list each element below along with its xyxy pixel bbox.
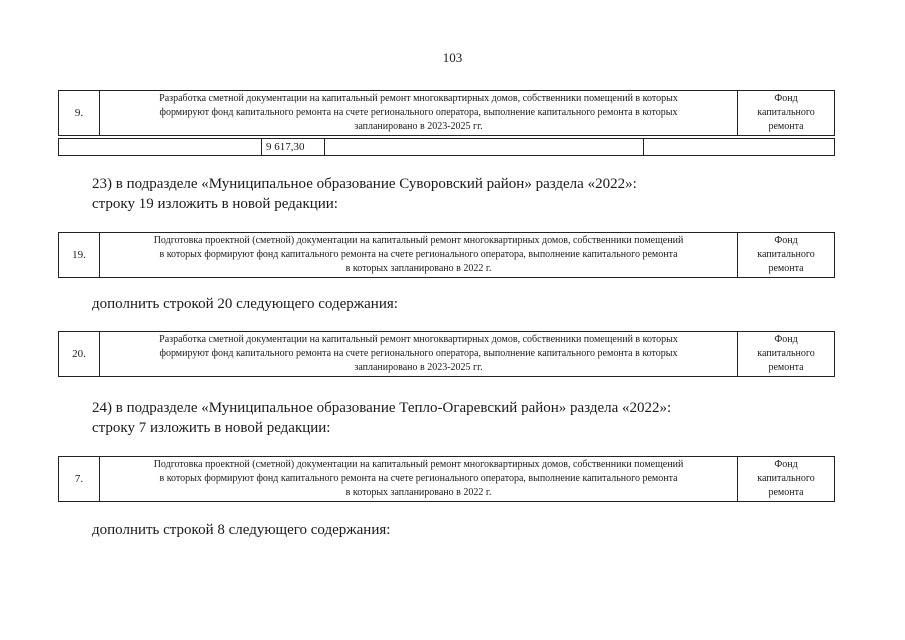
description-line: формируют фонд капитального ремонта на счете регионального оператора, выполнение капитального ремонта в которых [159,107,678,118]
row-fund [738,233,835,278]
description-line: в которых запланировано в 2022 г. [345,263,492,274]
table-row-9 [58,90,835,136]
description-line: Разработка сметной документации на капитальный ремонт многоквартирных домов, собственники помещений в которых [159,93,678,104]
description-line: в которых формируют фонд капитального ремонта на счете регионального оператора, выполнение капитального ремонта [159,473,678,484]
fund-line: Фонд [774,459,798,470]
fund-line: капитального [757,249,815,260]
fund-line: ремонта [768,263,804,274]
row-number: 20. [59,332,100,377]
paragraph-23-instruction: строку 19 изложить в новой редакции: [92,196,338,212]
fund-line: капитального [757,107,815,118]
table-row-7 [58,456,835,502]
row-description [100,332,738,377]
paragraph-23: 23) в подразделе «Муниципальное образование Суворовский район» раздела «2022»: [92,176,637,192]
row-number: 9. [59,91,100,136]
description-line: запланировано в 2023-2025 гг. [354,362,483,373]
fund-line: Фонд [774,235,798,246]
fund-line: Фонд [774,334,798,345]
paragraph-add-8: дополнить строкой 8 следующего содержания: [92,522,391,538]
row-description [100,91,738,136]
table-row-20 [58,331,835,377]
page-number: 103 [442,50,463,65]
sum-empty-cell [325,139,644,156]
fund-line: капитального [757,473,815,484]
table-row-19 [58,232,835,278]
paragraph-24: 24) в подразделе «Муниципальное образование Тепло-Огаревский район» раздела «2022»: [92,400,672,416]
row-fund [738,457,835,502]
row-number: 7. [59,457,100,502]
description-line: Подготовка проектной (сметной) документации на капитальный ремонт многоквартирных домов, собственники помещений [153,235,684,246]
description-line: Разработка сметной документации на капитальный ремонт многоквартирных домов, собственники помещений в которых [159,334,678,345]
description-line: в которых формируют фонд капитального ремонта на счете регионального оператора, выполнение капитального ремонта [159,249,678,260]
fund-line: Фонд [774,93,798,104]
row-fund [738,332,835,377]
description-line: формируют фонд капитального ремонта на счете регионального оператора, выполнение капитального ремонта в которых [159,348,678,359]
fund-line: ремонта [768,362,804,373]
fund-line: ремонта [768,121,804,132]
fund-line: ремонта [768,487,804,498]
paragraph-24-instruction: строку 7 изложить в новой редакции: [92,420,331,436]
row-description [100,233,738,278]
paragraph-add-20: дополнить строкой 20 следующего содержания: [92,296,398,312]
row-number: 19. [59,233,100,278]
sum-row [58,138,835,156]
sum-empty-cell [644,139,835,156]
description-line: в которых запланировано в 2022 г. [345,487,492,498]
description-line: запланировано в 2023-2025 гг. [354,121,483,132]
sum-empty-cell [59,139,262,156]
sum-amount: 9 617,30 [262,139,325,156]
row-description [100,457,738,502]
fund-line: капитального [757,348,815,359]
description-line: Подготовка проектной (сметной) документации на капитальный ремонт многоквартирных домов, собственники помещений [153,459,684,470]
row-fund [738,91,835,136]
